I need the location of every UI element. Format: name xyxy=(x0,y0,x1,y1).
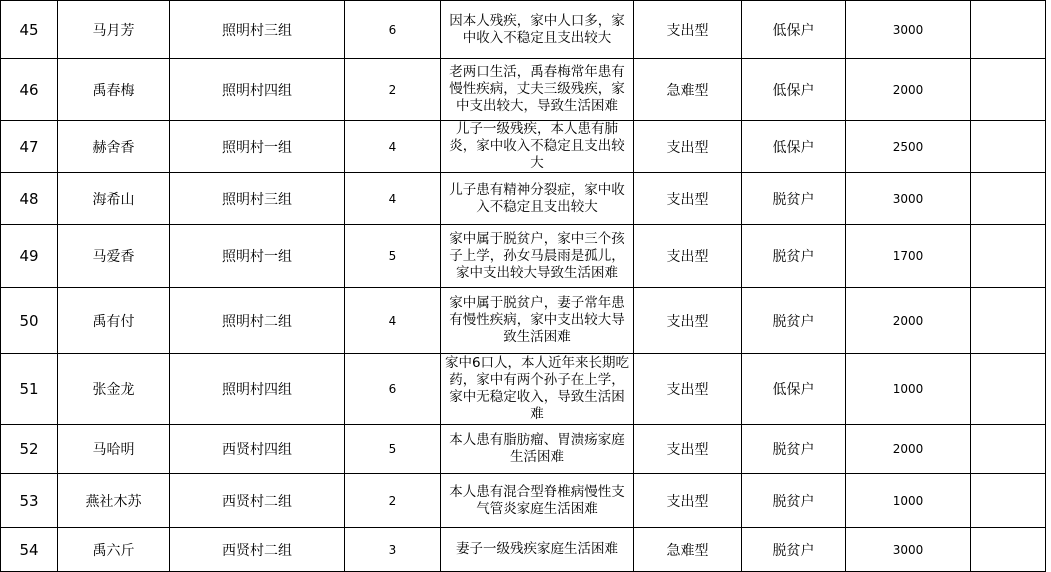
table-row xyxy=(1,354,1046,425)
village-group-cell[interactable]: 照明村一组 xyxy=(170,121,345,173)
village-group-cell[interactable]: 西贤村四组 xyxy=(170,425,345,474)
reason-cell[interactable] xyxy=(441,528,634,572)
table-body xyxy=(1,1,1046,572)
village-group-cell[interactable]: 照明村二组 xyxy=(170,288,345,354)
row-number-cell[interactable]: 53 xyxy=(1,474,58,528)
household-size-cell[interactable]: 5 xyxy=(345,425,441,474)
empty-cell[interactable] xyxy=(971,528,1046,572)
name-cell[interactable]: 禹有付 xyxy=(58,288,170,354)
hardship-type-cell[interactable]: 支出型 xyxy=(634,425,742,474)
household-size-cell[interactable]: 4 xyxy=(345,288,441,354)
empty-cell[interactable] xyxy=(971,121,1046,173)
hardship-type-cell[interactable]: 支出型 xyxy=(634,474,742,528)
household-size-cell[interactable]: 3 xyxy=(345,528,441,572)
amount-cell[interactable]: 3000 xyxy=(846,1,971,59)
name-cell[interactable]: 燕社木苏 xyxy=(58,474,170,528)
household-category-cell[interactable]: 低保户 xyxy=(742,59,846,121)
reason-cell[interactable] xyxy=(441,288,634,354)
empty-cell[interactable] xyxy=(971,474,1046,528)
empty-cell[interactable] xyxy=(971,59,1046,121)
household-size-cell[interactable]: 2 xyxy=(345,59,441,121)
amount-cell[interactable]: 2000 xyxy=(846,288,971,354)
hardship-type-cell[interactable]: 支出型 xyxy=(634,354,742,425)
reason-cell[interactable] xyxy=(441,1,634,59)
hardship-type-cell[interactable]: 支出型 xyxy=(634,121,742,173)
reason-text: 妻子一级残疾家庭生活困难 xyxy=(456,541,618,557)
name-cell[interactable]: 禹六斤 xyxy=(58,528,170,572)
household-size-cell[interactable]: 6 xyxy=(345,354,441,425)
row-number-cell[interactable]: 45 xyxy=(1,1,58,59)
reason-cell[interactable] xyxy=(441,425,634,474)
table-row xyxy=(1,425,1046,474)
name-cell[interactable]: 禹春梅 xyxy=(58,59,170,121)
reason-cell[interactable] xyxy=(441,59,634,121)
hardship-type-cell[interactable]: 支出型 xyxy=(634,225,742,288)
table-row xyxy=(1,173,1046,225)
name-cell[interactable]: 马月芳 xyxy=(58,1,170,59)
row-number-cell[interactable]: 48 xyxy=(1,173,58,225)
household-category-cell[interactable]: 脱贫户 xyxy=(742,288,846,354)
table-row xyxy=(1,1,1046,59)
reason-text: 儿子患有精神分裂症，家中收入不稳定且支出较大 xyxy=(449,181,625,215)
amount-cell[interactable]: 1000 xyxy=(846,474,971,528)
reason-cell[interactable] xyxy=(441,354,634,425)
table-row xyxy=(1,474,1046,528)
name-cell[interactable]: 赫舍香 xyxy=(58,121,170,173)
amount-cell[interactable]: 3000 xyxy=(846,173,971,225)
amount-cell[interactable]: 1000 xyxy=(846,354,971,425)
table-row xyxy=(1,288,1046,354)
row-number-cell[interactable]: 52 xyxy=(1,425,58,474)
reason-text: 家中属于脱贫户，妻子常年患有慢性疾病，家中支出较大导致生活困难 xyxy=(449,295,625,345)
table-row xyxy=(1,121,1046,173)
hardship-type-cell[interactable]: 急难型 xyxy=(634,528,742,572)
reason-cell[interactable] xyxy=(441,225,634,288)
household-category-cell[interactable]: 脱贫户 xyxy=(742,225,846,288)
row-number-cell[interactable]: 46 xyxy=(1,59,58,121)
amount-cell[interactable]: 2000 xyxy=(846,59,971,121)
empty-cell[interactable] xyxy=(971,225,1046,288)
household-size-cell[interactable]: 4 xyxy=(345,121,441,173)
household-category-cell[interactable]: 低保户 xyxy=(742,354,846,425)
village-group-cell[interactable]: 照明村三组 xyxy=(170,1,345,59)
household-size-cell[interactable]: 6 xyxy=(345,1,441,59)
hardship-type-cell[interactable]: 支出型 xyxy=(634,288,742,354)
reason-cell[interactable] xyxy=(441,173,634,225)
empty-cell[interactable] xyxy=(971,1,1046,59)
name-cell[interactable]: 张金龙 xyxy=(58,354,170,425)
village-group-cell[interactable]: 照明村一组 xyxy=(170,225,345,288)
amount-cell[interactable]: 1700 xyxy=(846,225,971,288)
reason-text: 家中6口人，本人近年来长期吃药，家中有两个孙子在上学，家中无稳定收入，导致生活困难 xyxy=(444,355,630,422)
reason-text: 本人患有脂肪瘤、胃溃疡家庭生活困难 xyxy=(449,432,625,465)
reason-text: 老两口生活，禹春梅常年患有慢性疾病，丈夫三级残疾，家中支出较大，导致生活困难 xyxy=(449,64,625,114)
empty-cell[interactable] xyxy=(971,288,1046,354)
reason-text: 儿子一级残疾，本人患有肺炎，家中收入不稳定且支出较大 xyxy=(449,121,625,171)
row-number-cell[interactable]: 51 xyxy=(1,354,58,425)
household-category-cell[interactable]: 脱贫户 xyxy=(742,173,846,225)
row-number-cell[interactable]: 54 xyxy=(1,528,58,572)
household-category-cell[interactable]: 脱贫户 xyxy=(742,474,846,528)
table-row xyxy=(1,225,1046,288)
village-group-cell[interactable]: 照明村四组 xyxy=(170,354,345,425)
reason-text: 本人患有混合型脊椎病慢性支气管炎家庭生活困难 xyxy=(449,483,625,517)
household-category-cell[interactable]: 脱贫户 xyxy=(742,425,846,474)
hardship-type-cell[interactable]: 支出型 xyxy=(634,1,742,59)
household-category-cell[interactable]: 低保户 xyxy=(742,1,846,59)
household-size-cell[interactable]: 2 xyxy=(345,474,441,528)
empty-cell[interactable] xyxy=(971,173,1046,225)
name-cell[interactable]: 马爱香 xyxy=(58,225,170,288)
row-number-cell[interactable]: 47 xyxy=(1,121,58,173)
amount-cell[interactable]: 2000 xyxy=(846,425,971,474)
row-number-cell[interactable]: 49 xyxy=(1,225,58,288)
name-cell[interactable]: 马哈明 xyxy=(58,425,170,474)
amount-cell[interactable]: 2500 xyxy=(846,121,971,173)
amount-cell[interactable]: 3000 xyxy=(846,528,971,572)
empty-cell[interactable] xyxy=(971,425,1046,474)
village-group-cell[interactable]: 西贤村二组 xyxy=(170,528,345,572)
hardship-type-cell[interactable]: 急难型 xyxy=(634,59,742,121)
name-cell[interactable]: 海希山 xyxy=(58,173,170,225)
row-number-cell[interactable]: 50 xyxy=(1,288,58,354)
village-group-cell[interactable]: 照明村四组 xyxy=(170,59,345,121)
hardship-type-cell[interactable]: 支出型 xyxy=(634,173,742,225)
reason-text: 家中属于脱贫户，家中三个孩子上学，孙女马晨雨是孤儿，家中支出较大导致生活困难 xyxy=(449,230,625,281)
empty-cell[interactable] xyxy=(971,354,1046,425)
household-size-cell[interactable]: 5 xyxy=(345,225,441,288)
reason-cell[interactable] xyxy=(441,474,634,528)
household-category-cell[interactable]: 低保户 xyxy=(742,121,846,173)
table-row xyxy=(1,528,1046,572)
table-row xyxy=(1,59,1046,121)
village-group-cell[interactable]: 西贤村二组 xyxy=(170,474,345,528)
reason-cell[interactable] xyxy=(441,121,634,173)
household-size-cell[interactable]: 4 xyxy=(345,173,441,225)
reason-text: 因本人残疾，家中人口多，家中收入不稳定且支出较大 xyxy=(449,12,625,46)
village-group-cell[interactable]: 照明村三组 xyxy=(170,173,345,225)
household-category-cell[interactable]: 脱贫户 xyxy=(742,528,846,572)
